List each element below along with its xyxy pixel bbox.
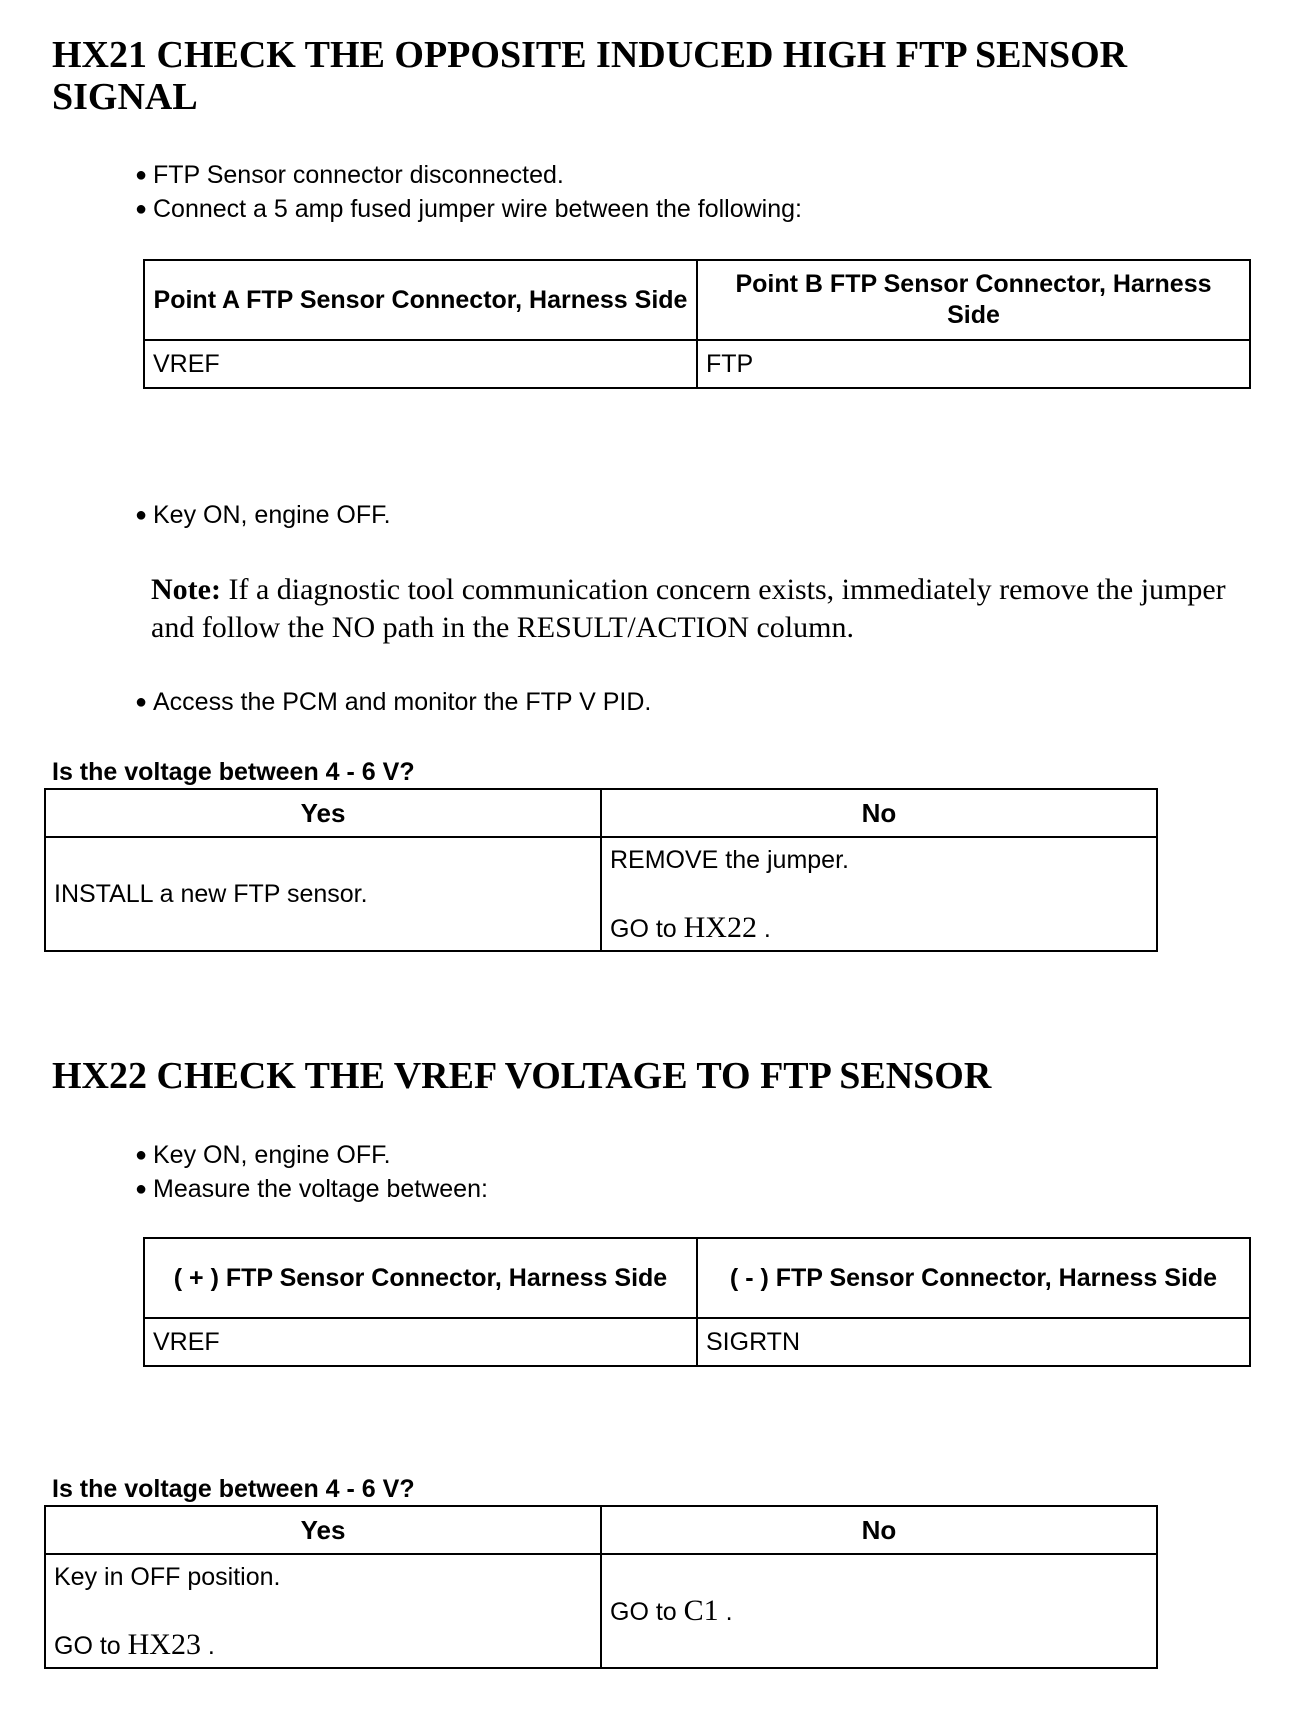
note-text: If a diagnostic tool communication concern exists, immediately remove the jumper and follow the NO path in the RESULT/ACTION column. bbox=[151, 573, 1226, 644]
table-cell: FTP bbox=[697, 340, 1250, 388]
goto-link-hx23[interactable]: GO to HX23 . bbox=[54, 1627, 215, 1661]
note-paragraph bbox=[151, 571, 1271, 647]
yes-header: Yes bbox=[45, 789, 601, 837]
bullet-item: ● Access the PCM and monitor the FTP V PID. bbox=[135, 685, 651, 719]
hx22-heading: HX22 CHECK THE VREF VOLTAGE TO FTP SENSOR bbox=[52, 1055, 992, 1097]
yes-cell: INSTALL a new FTP sensor. bbox=[45, 837, 601, 951]
table-row bbox=[45, 1554, 1157, 1668]
note-label: Note: bbox=[151, 573, 221, 606]
table-header: Point A FTP Sensor Connector, Harness Side bbox=[144, 260, 697, 340]
hx21-heading-line2: SIGNAL bbox=[52, 76, 198, 118]
hx22-question: Is the voltage between 4 - 6 V? bbox=[52, 1475, 415, 1503]
goto-link-c1[interactable]: GO to C1 . bbox=[610, 1593, 733, 1627]
bullet-icon: ● bbox=[135, 198, 148, 220]
bullet-icon: ● bbox=[135, 504, 148, 526]
table-row bbox=[144, 1318, 1250, 1366]
bullet-icon: ● bbox=[135, 1178, 148, 1200]
yes-cell: Key in OFF position. GO to HX23 . bbox=[45, 1554, 601, 1668]
table-cell: VREF bbox=[144, 1318, 697, 1366]
hx21-access-bullet bbox=[135, 685, 651, 719]
table-header: Point B FTP Sensor Connector, Harness Side bbox=[697, 260, 1250, 340]
bullet-icon: ● bbox=[135, 691, 148, 713]
goto-link-hx22[interactable]: GO to HX22 . bbox=[610, 910, 771, 944]
bullet-icon: ● bbox=[135, 1144, 148, 1166]
table-row bbox=[144, 340, 1250, 388]
no-cell: REMOVE the jumper. GO to HX22 . bbox=[601, 837, 1157, 951]
hx21-bullet-list bbox=[135, 158, 802, 226]
hx22-result-table bbox=[44, 1505, 1158, 1669]
bullet-icon: ● bbox=[135, 164, 148, 186]
hx21-question: Is the voltage between 4 - 6 V? bbox=[52, 758, 415, 786]
table-cell: VREF bbox=[144, 340, 697, 388]
no-header: No bbox=[601, 1506, 1157, 1554]
no-header: No bbox=[601, 789, 1157, 837]
hx21-key-bullet bbox=[135, 498, 391, 532]
table-header: ( + ) FTP Sensor Connector, Harness Side bbox=[144, 1238, 697, 1318]
bullet-item: ● Connect a 5 amp fused jumper wire between the following: bbox=[135, 192, 802, 226]
yes-header: Yes bbox=[45, 1506, 601, 1554]
bullet-item: ● Key ON, engine OFF. bbox=[135, 498, 391, 532]
table-cell: SIGRTN bbox=[697, 1318, 1250, 1366]
bullet-item: ● Measure the voltage between: bbox=[135, 1172, 488, 1206]
hx22-measure-table bbox=[143, 1237, 1251, 1367]
table-header: ( - ) FTP Sensor Connector, Harness Side bbox=[697, 1238, 1250, 1318]
hx21-jumper-table bbox=[143, 259, 1251, 389]
hx21-result-table bbox=[44, 788, 1158, 952]
hx21-heading bbox=[52, 34, 1252, 118]
table-row bbox=[45, 837, 1157, 951]
bullet-item: ● FTP Sensor connector disconnected. bbox=[135, 158, 802, 192]
hx22-bullet-list bbox=[135, 1138, 488, 1206]
hx21-heading-line1: HX21 CHECK THE OPPOSITE INDUCED HIGH FTP SENSOR bbox=[52, 34, 1128, 76]
no-cell bbox=[601, 1554, 1157, 1668]
bullet-item: ● Key ON, engine OFF. bbox=[135, 1138, 488, 1172]
